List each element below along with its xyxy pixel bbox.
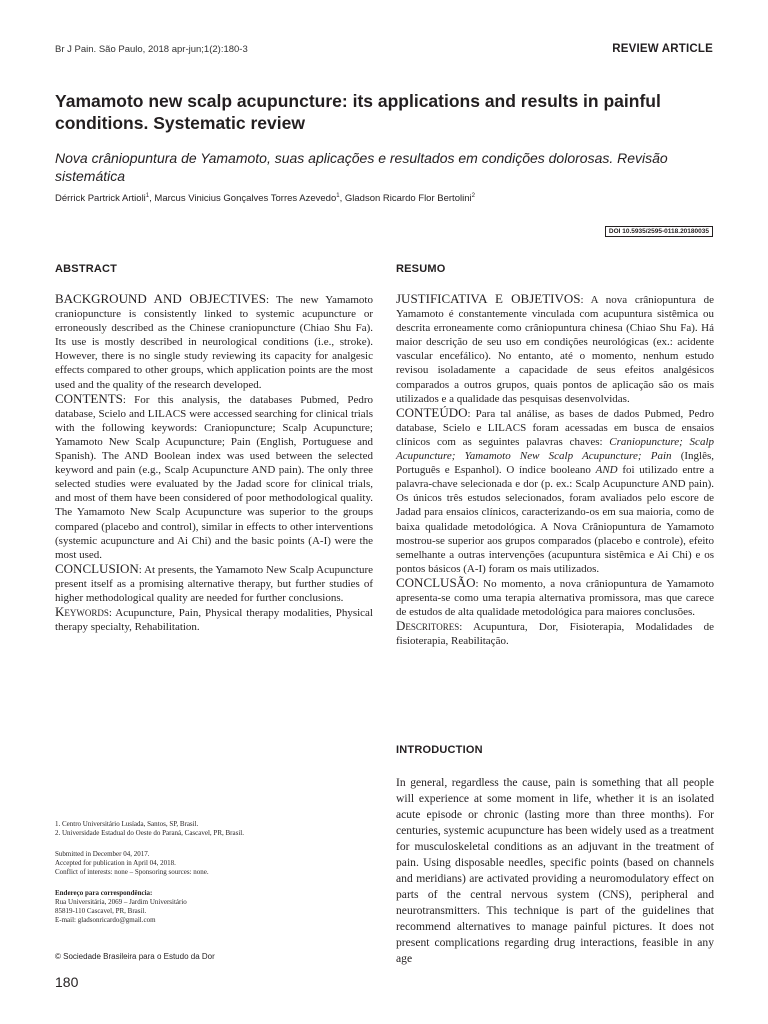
author-name: , Gladson Ricardo Flor Bertolini xyxy=(339,193,472,205)
author-affiliation-mark: 2 xyxy=(471,193,475,199)
resumo-contents xyxy=(396,406,714,576)
submitted-date: Submitted in December 04, 2017. xyxy=(55,850,150,858)
resumo-contents-and: AND xyxy=(595,464,618,477)
resumo-body xyxy=(396,292,714,648)
resumo-conclusion-text: : No momento, a nova crâniopuntura de Yamamoto apresenta-se como uma terapia alternativa promissora, mas que carece de estudos de alta qualidade metodológica para maiores conclusões. xyxy=(396,577,714,619)
resumo-keywords-text: : Acupuntura, Dor, Fisioterapia, Modalidades de fisioterapia, Reabilitação. xyxy=(396,621,714,648)
author-affiliation-mark: 1 xyxy=(145,193,150,199)
accepted-date: Accepted for publication in April 04, 2018. xyxy=(55,859,176,867)
abstract-keywords xyxy=(55,605,373,634)
correspondence-address: 85819-110 Cascavel, PR, Brasil. xyxy=(55,907,147,915)
footnotes xyxy=(55,820,355,937)
resumo-contents-label: CONTEÚDO xyxy=(396,404,468,420)
introduction-body xyxy=(396,775,714,967)
abstract-keywords-label: Keywords xyxy=(55,604,109,620)
introduction-heading: INTRODUCTION xyxy=(396,744,483,756)
abstract-contents xyxy=(55,392,373,562)
correspondence-label: Endereço para correspondência: xyxy=(55,889,153,897)
journal-reference: Br J Pain. São Paulo, 2018 apr-jun;1(2):180-3 xyxy=(55,44,248,55)
affiliation: 2. Universidade Estadual do Oeste do Paraná, Cascavel, PR, Brasil. xyxy=(55,829,244,837)
submission-info xyxy=(55,850,355,877)
resumo-contents-text: foi utilizado entre a palavra-chave selecionada e dor (p. ex.: Scalp Acupuncture AND pain). Os únicos três estudos selecionados, foram avaliados pelo escore de Jadad para ensaios clínicos, caracterizando-os em sua maioria, como de baixa qualidade metodológica. A Nova Crâniopuntura de Yamamoto mostrou-se superior aos grupos comparados (placebo e controle), efeito semelhante a outras intervenções (acupuntura sistêmica e Ai Chi) e os pontos básicos (A-I) foram os mais utilizados. xyxy=(396,464,714,575)
resumo-background xyxy=(396,292,714,406)
resumo-contents-text: : Para tal análise, as bases de dados Pubmed, Pedro database, Scielo e LILACS foram acessadas em busca de ensaios clínicos com as seguintes palavras chaves: xyxy=(396,407,714,448)
author-name: , Marcus Vinicius Gonçalves Torres Azevedo xyxy=(149,193,337,205)
resumo-heading: RESUMO xyxy=(396,263,446,275)
conflict-statement: Conflict of interests: none – Sponsoring sources: none. xyxy=(55,868,209,876)
resumo-contents-text: (Inglês, Português e Espanhol). O índice booleano xyxy=(396,450,715,477)
introduction-paragraph: In general, regardless the cause, pain is something that all people will experience at some moment in life, whether it is an isolated acute episode or chronic (lasting more than three months). For centuries, systemic acupuncture has been widely used as a treatment for musculoskeletal conditions as an adjuvant in the treatment of pain. Using disposable needles, specific points (based on channels and meridians) are activated providing a neuromodulatory effect on parts of the central nervous system (CNS), peripheral and neurotransmitters. This technique is part of the guidelines that recommend alternatives to manage painful pictures. It does not present complications regarding drug interactions, feasible in any age xyxy=(396,776,714,965)
abstract-contents-text: : For this analysis, the databases Pubmed, Pedro database, Scielo and LILACS were accessed searching for clinical trials with the following keywords: Craniopuncture; Scalp Acupuncture; Yamamoto New Scalp Acupuncture; Pain (English, Portuguese and Spanish). The AND Boolean index was used between the selected keyword and pain (e.g., Scalp Acupuncture AND pain). The only three selected studies were evaluated by the Jadad score for clinical trials, and most of them have been considered of poor methodological quality. The Yamamoto New Scalp Acupuncture was superior to the groups compared (placebo and control), similar in effects to other interventions (systemic acupuncture and Ai Chi) and the basic points (A-I) were the most used. xyxy=(55,393,373,561)
article-subtitle: Nova crâniopuntura de Yamamoto, suas aplicações e resultados em condições dolorosas. Revisão sistemática xyxy=(55,150,668,184)
article-type-label: REVIEW ARTICLE xyxy=(612,43,713,55)
author-list xyxy=(55,193,715,204)
correspondence-email[interactable]: E-mail: gladsonricardo@gmail.com xyxy=(55,916,156,924)
author-affiliation-mark: 1 xyxy=(336,193,340,199)
author-name: Dérrick Partrick Artioli xyxy=(55,193,146,205)
abstract-background-text: : The new Yamamoto craniopuncture is consistently linked to systemic acupuncture or erroneously described as the Chinese craniopuncture (Chiao Shu Fa). Its use is mostly described in neurological conditions (i.e., stroke). However, there is no single study reviewing its capacity for analgesic effects compared to other groups, which application points are the most used and the quality of the research developed. xyxy=(55,294,373,391)
correspondence xyxy=(55,889,355,925)
doi-box[interactable]: DOI 10.5935/2595-0118.20180035 xyxy=(605,226,713,237)
abstract-conclusion-label: CONCLUSION xyxy=(55,560,139,576)
resumo-keywords xyxy=(396,619,714,648)
affiliation: 1. Centro Universitário Lusíada, Santos, SP, Brasil. xyxy=(55,820,199,828)
abstract-contents-label: CONTENTS xyxy=(55,390,123,406)
resumo-background-text: : A nova crâniopuntura de Yamamoto é constantemente vinculada com acupuntura sistêmica ou descrita erroneamente como crâniopuntura chinesa (Chiao Shu Fa). Há maior descrição de seu uso em condições neurológicas (ex.: acidente vascular encefálico). No entanto, até o momento, nenhum estudo revisou isoladamente a capacidade de seus efeitos analgésicos comparados a outros grupos, quais pontos de aplicação são os mais utilizados e a qualidade das pesquisas desenvolvidas. xyxy=(396,294,715,405)
abstract-background-label: BACKGROUND AND OBJECTIVES xyxy=(55,291,266,306)
abstract-conclusion xyxy=(55,562,373,605)
resumo-contents-keywords: Craniopuncture; Scalp Acupuncture; Yamamoto New Scalp Acupuncture; Pain xyxy=(396,435,714,463)
resumo-conclusion xyxy=(396,576,714,619)
resumo-conclusion-label: CONCLUSÃO xyxy=(396,574,476,590)
resumo-keywords-label: Descritores xyxy=(396,618,460,634)
abstract-conclusion-text: : At presents, the Yamamoto New Scalp Acupuncture present itself as a promising alternative therapy, but further studies of higher methodological quality are needed for further conclusions. xyxy=(55,563,373,604)
abstract-heading: ABSTRACT xyxy=(55,263,118,275)
resumo-background-label: JUSTIFICATIVA E OBJETIVOS xyxy=(396,291,581,306)
abstract-background xyxy=(55,292,373,392)
correspondence-address: Rua Universitária, 2069 – Jardim Universitário xyxy=(55,898,187,906)
affiliations xyxy=(55,820,355,838)
abstract-keywords-text: : Acupuncture, Pain, Physical therapy modalities, Physical therapy specialty, Rehabilitation. xyxy=(55,607,373,634)
copyright-notice: © Sociedade Brasileira para o Estudo da Dor xyxy=(55,952,215,961)
abstract-body xyxy=(55,292,373,634)
page-number: 180 xyxy=(55,974,79,990)
article-title: Yamamoto new scalp acupuncture: its applications and results in painful conditions. Systematic review xyxy=(55,91,661,133)
